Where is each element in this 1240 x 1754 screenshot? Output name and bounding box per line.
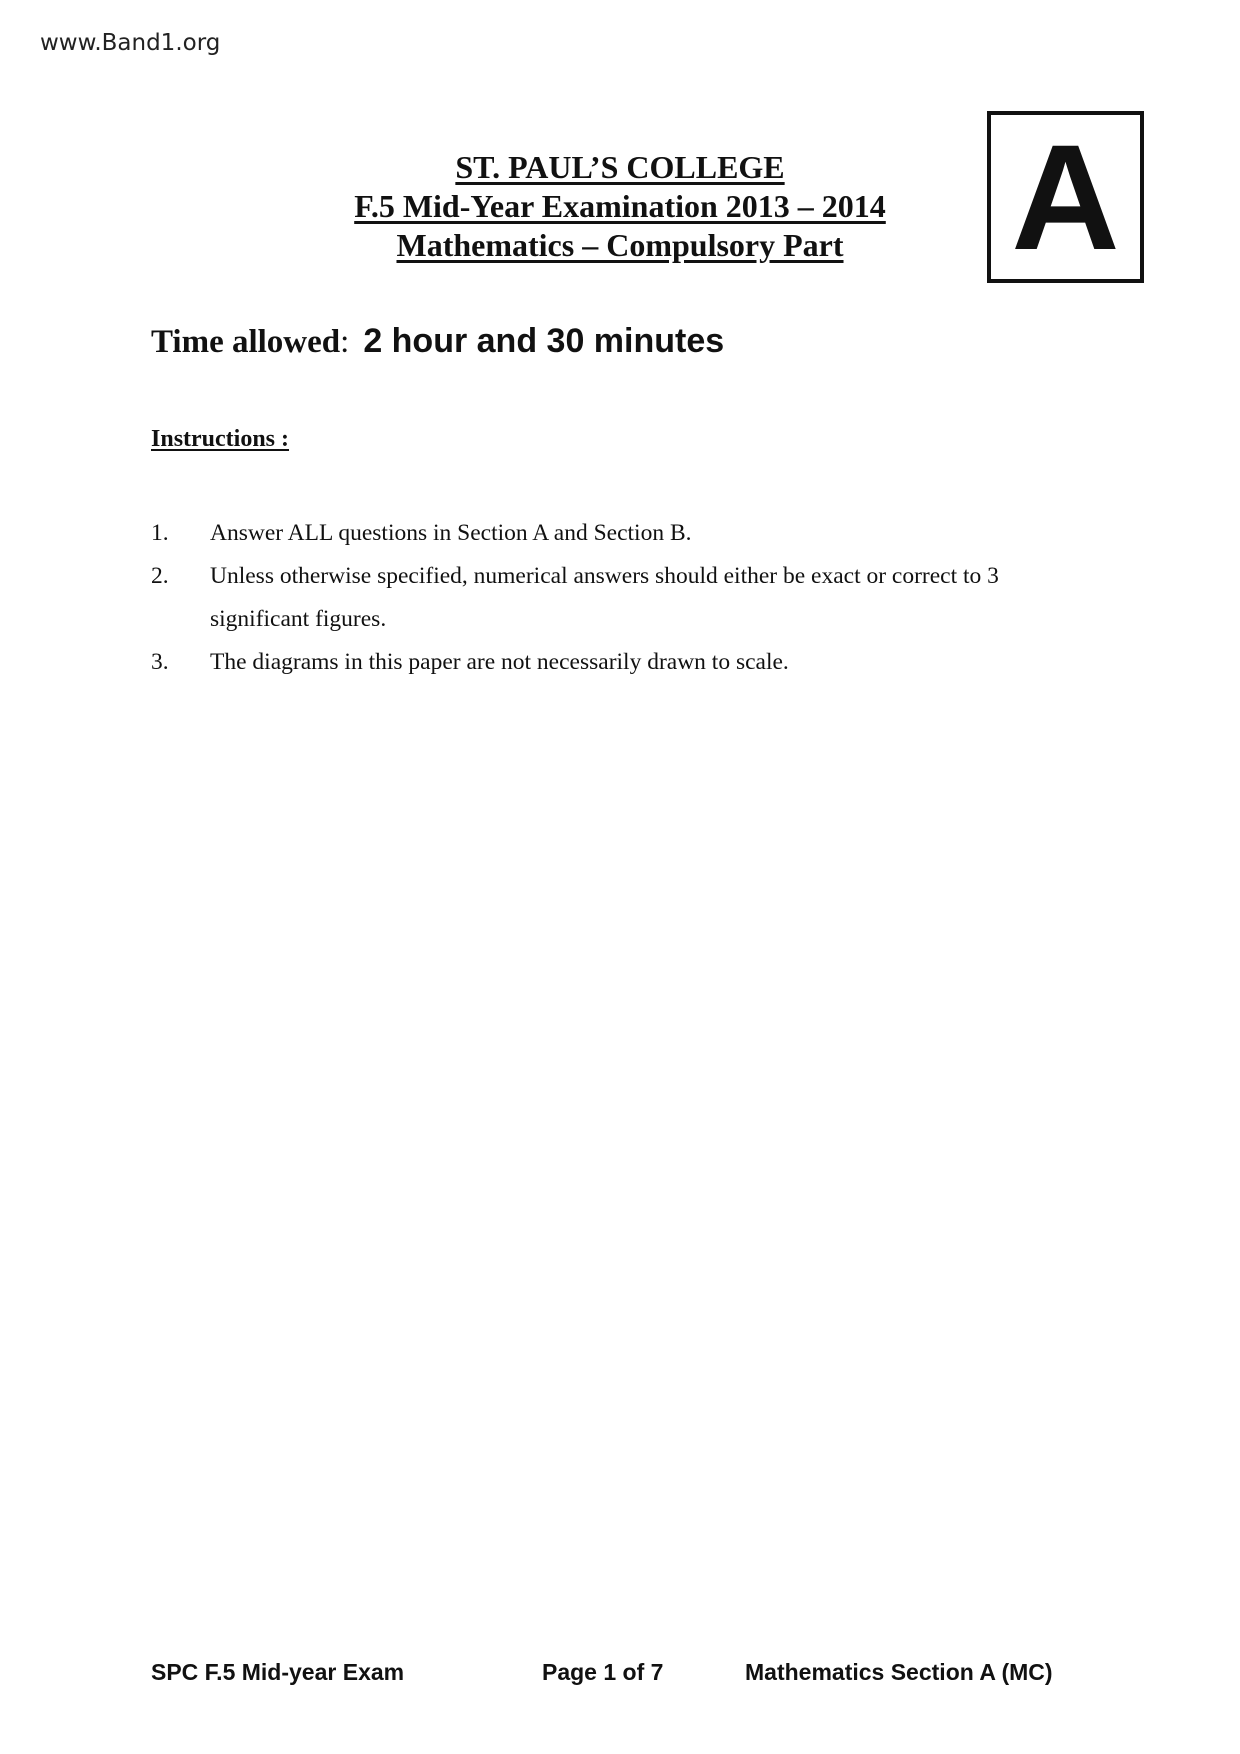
exam-name: F.5 Mid-Year Examination 2013 – 2014 [354,188,886,224]
time-allowed-label: Time allowed [151,324,341,360]
instruction-item [151,512,1071,555]
instruction-text: Unless otherwise specified, numerical answers should either be exact or correct to 3 significant figures. [210,563,999,632]
instruction-text: Answer ALL questions in Section A and Section B. [210,520,692,546]
instruction-item [151,641,1071,684]
school-name: ST. PAUL’S COLLEGE [455,149,785,185]
subject-name: Mathematics – Compulsory Part [396,227,844,263]
time-allowed-value: 2 hour and 30 minutes [363,322,725,360]
time-allowed-colon: : [340,324,350,360]
footer-section-name: Mathematics Section A (MC) [745,1659,1053,1685]
watermark-url: www.Band1.org [40,30,221,56]
paper-letter: A [1011,113,1120,281]
instruction-number: 2. [151,563,169,589]
instruction-text: The diagrams in this paper are not necessarily drawn to scale. [210,649,789,675]
instructions-heading: Instructions : [151,426,290,452]
time-allowed [151,322,724,361]
exam-title-block [220,148,1020,265]
footer-page-number: Page 1 of 7 [542,1659,664,1685]
instruction-number: 3. [151,649,169,675]
instruction-number: 1. [151,520,169,546]
footer-exam-name: SPC F.5 Mid-year Exam [151,1659,405,1685]
paper-letter-box [987,111,1144,283]
instruction-item [151,555,1071,641]
instructions-list [151,512,1071,684]
